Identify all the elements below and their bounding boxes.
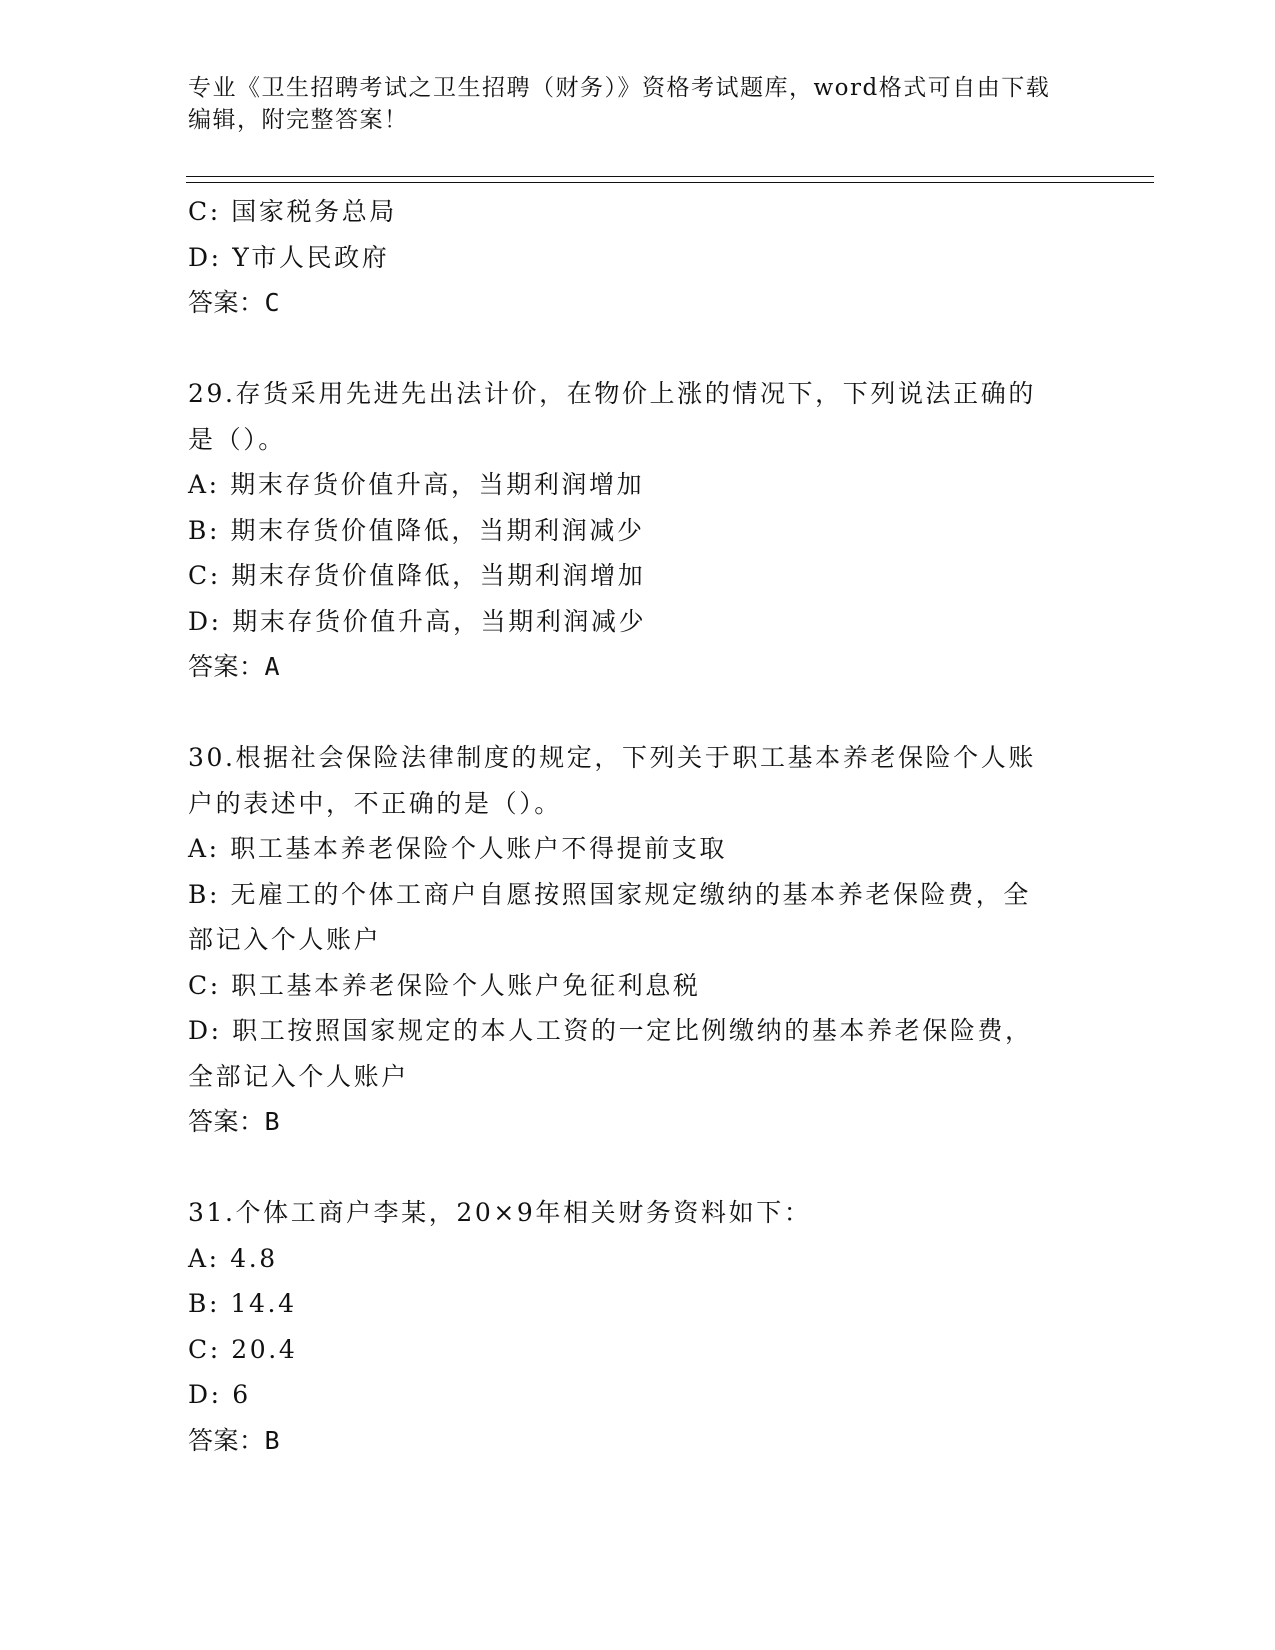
option-d: D: 期末存货价值升高，当期利润减少 bbox=[188, 606, 647, 636]
question-stem-line: 31.个体工商户李某，20×9年相关财务资料如下： bbox=[188, 1198, 812, 1227]
header-line-1: 专业《卫生招聘考试之卫生招聘（财务）》资格考试题库，word格式可自由下载 bbox=[188, 75, 1051, 101]
question-list bbox=[188, 189, 1088, 1463]
option-a: A: 4.8 bbox=[188, 1243, 278, 1273]
document-header bbox=[188, 72, 1068, 136]
question-stem-line: 30.根据社会保险法律制度的规定，下列关于职工基本养老保险个人账 bbox=[188, 743, 1036, 772]
header-line-2: 编辑，附完整答案！ bbox=[188, 107, 409, 133]
option-c: C: 国家税务总局 bbox=[188, 197, 397, 226]
question-31 bbox=[188, 1190, 1088, 1463]
question-stem-line: 是（）。 bbox=[188, 424, 286, 454]
option-c: C: 20.4 bbox=[188, 1334, 298, 1364]
header-double-rule bbox=[186, 176, 1154, 183]
answer-line: 答案：B bbox=[188, 1425, 281, 1455]
option-a: A: 职工基本养老保险个人账户不得提前支取 bbox=[188, 834, 728, 863]
question-30 bbox=[188, 735, 1088, 1145]
question-stem-line: 29.存货采用先进先出法计价，在物价上涨的情况下，下列说法正确的 bbox=[188, 379, 1036, 408]
option-a: A: 期末存货价值升高，当期利润增加 bbox=[188, 470, 645, 499]
option-d: D: 职工按照国家规定的本人工资的一定比例缴纳的基本养老保险费， bbox=[188, 1016, 1033, 1045]
option-b: B: 14.4 bbox=[188, 1289, 297, 1318]
answer-line: 答案：C bbox=[188, 288, 281, 317]
answer-line: 答案：B bbox=[188, 1107, 281, 1136]
spacer bbox=[188, 1145, 1088, 1191]
option-b: B: 无雇工的个体工商户自愿按照国家规定缴纳的基本养老保险费，全 bbox=[188, 879, 1031, 909]
question-29 bbox=[188, 371, 1088, 690]
spacer bbox=[188, 690, 1088, 736]
option-c: C: 期末存货价值降低，当期利润增加 bbox=[188, 561, 646, 590]
option-c: C: 职工基本养老保险个人账户免征利息税 bbox=[188, 970, 701, 1000]
question-stem-line: 户的表述中，不正确的是（）。 bbox=[188, 788, 562, 818]
spacer bbox=[188, 326, 1088, 372]
option-d: D: Y市人民政府 bbox=[188, 242, 390, 272]
answer-line: 答案：A bbox=[188, 652, 281, 681]
option-b: B: 期末存货价值降低，当期利润减少 bbox=[188, 515, 645, 545]
question-28 bbox=[188, 189, 1088, 326]
option-d-continued: 全部记入个人账户 bbox=[188, 1061, 409, 1091]
option-d: D: 6 bbox=[188, 1380, 251, 1409]
option-b-continued: 部记入个人账户 bbox=[188, 925, 382, 954]
